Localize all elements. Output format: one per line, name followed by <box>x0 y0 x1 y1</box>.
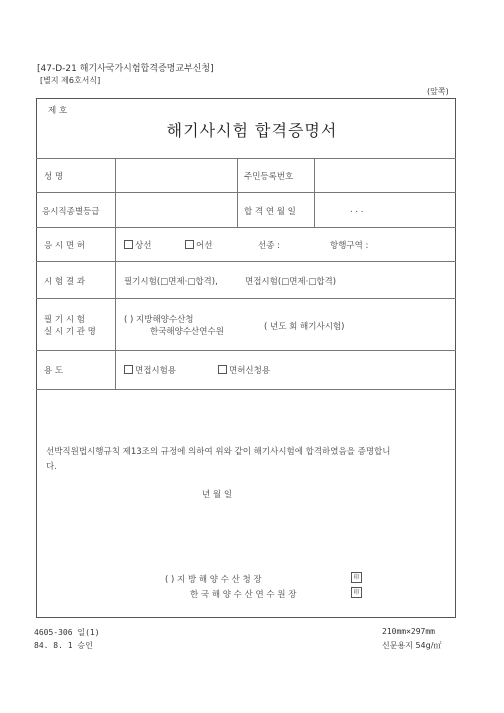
purpose-option-interview[interactable]: 면접시험용 <box>124 364 176 376</box>
issue-date-line: 년 월 일 <box>202 490 233 500</box>
regional-office-value: ( ) 지방해양수산청 <box>124 315 194 325</box>
certification-statement-line1: 선박직원법시행규칙 제13조의 규정에 의하여 위와 같이 해기사시험에 합격하였음을 증명합니 <box>46 447 391 457</box>
grade-label: 응시직종별등급 <box>42 207 100 217</box>
page-side-label: (앞쪽) <box>427 87 449 96</box>
divider <box>36 192 456 193</box>
pass-date-value: . . . <box>350 205 364 215</box>
divider <box>36 298 456 299</box>
written-exam-result: 필기시험(□면제·□합격), <box>124 277 218 287</box>
checkbox-icon[interactable] <box>185 240 194 249</box>
exam-session-value: ( 년도 회 해기사시험) <box>264 322 345 332</box>
license-option-merchant[interactable]: 상선 <box>124 239 151 251</box>
paper-type: 신문용지 54g/㎡ <box>382 641 442 650</box>
exam-office-label-line2: 실 시 기 관 명 <box>44 327 96 337</box>
navigation-area-label: 항행구역 : <box>330 241 369 251</box>
purpose-label: 용 도 <box>44 366 64 376</box>
seal-icon: 印 <box>351 587 362 598</box>
checkbox-icon[interactable] <box>218 365 227 374</box>
form-code: [47-D-21 해기사국가시험합격증명교부신청] <box>37 64 214 74</box>
certification-statement-line2: 다. <box>46 462 57 472</box>
pass-date-label: 합 격 연 월 일 <box>244 207 296 217</box>
column-divider <box>115 158 116 389</box>
divider <box>36 261 456 262</box>
column-divider <box>237 158 238 227</box>
purpose-option-license[interactable]: 면허신청용 <box>218 364 270 376</box>
divider <box>36 227 456 228</box>
divider <box>36 389 456 390</box>
checkbox-icon[interactable] <box>124 365 133 374</box>
certificate-number-label: 제 호 <box>48 106 68 116</box>
license-option-fishing[interactable]: 어선 <box>185 239 212 251</box>
exam-office-label-line1: 필 기 시 험 <box>44 315 85 325</box>
license-label: 응 시 면 허 <box>44 241 85 251</box>
resident-number-label: 주민등록번호 <box>244 172 294 182</box>
divider <box>36 158 456 159</box>
interview-exam-result: 면접시험(□면제·□합격) <box>245 277 337 287</box>
form-reference: [별지 제6호서식] <box>40 76 101 85</box>
divider <box>36 350 456 351</box>
certificate-title: 해기사시험 합격증명서 <box>166 121 338 140</box>
seal-icon: 印 <box>351 572 362 583</box>
signature-line-regional: ( ) 지 방 해 양 수 산 청 장 <box>165 575 262 585</box>
name-label: 성 명 <box>44 172 64 182</box>
training-institute-value: 한국해양수산연수원 <box>150 327 224 337</box>
vessel-type-label: 선종 : <box>258 241 280 251</box>
document-number: 4605-306 일(1) <box>34 628 100 637</box>
exam-result-label: 시 험 결 과 <box>44 277 85 287</box>
approval-date: 84. 8. 1 승인 <box>34 641 93 650</box>
checkbox-icon[interactable] <box>124 240 133 249</box>
paper-size: 210mm×297mm <box>382 627 435 636</box>
column-divider <box>314 158 315 227</box>
signature-line-institute: 한 국 해 양 수 산 연 수 원 장 <box>190 590 297 600</box>
